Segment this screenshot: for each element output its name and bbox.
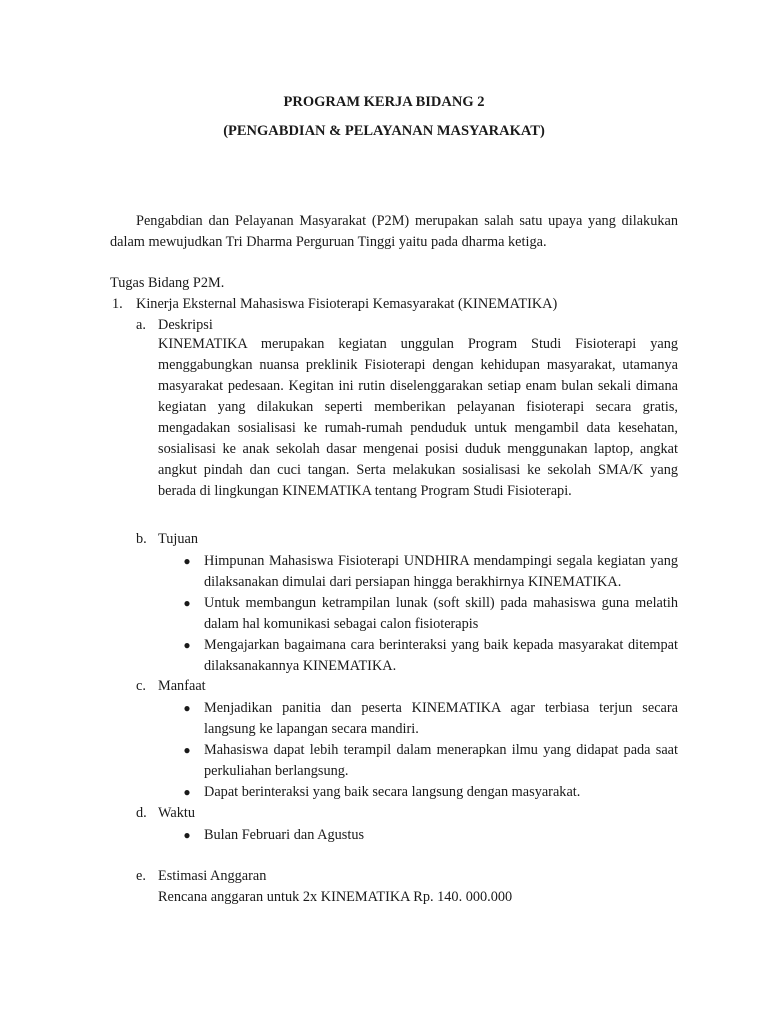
bullet-icon: ● [183,554,191,568]
bullet-icon: ● [183,638,191,652]
section-c-letter: c. [136,678,146,694]
page-subtitle: (PENGABDIAN & PELAYANAN MASYARAKAT) [223,123,545,139]
list-item: Mengajarkan bagaimana cara berinteraksi yang baik kepada masyarakat ditempat dilaksanakannya KINEMATIKA. [204,637,678,674]
bullet-icon: ● [183,785,191,799]
intro-text: Pengabdian dan Pelayanan Masyarakat (P2M) merupakan salah satu upaya yang dilakukan dalam mewujudkan Tri Dharma Perguruan Tinggi yaitu pada dharma ketiga. [110,213,678,250]
section-a-paragraph: KINEMATIKA merupakan kegiatan unggulan Program Studi Fisioterapi yang menggabungkan nuansa preklinik Fisioterapi dengan kehidupan masyarakat, utamanya masyarakat pedesaan. Kegitan ini rutin diselenggarakan setiap enam bulan sekali dimana kegiatan yang dilakukan seperti memberikan pelayanan fisioterapi secara gratis, mengadakan sosialisasi ke rumah-rumah penduduk untuk mengambil data kesehatan, sosialisasi ke anak sekolah dasar mengenai posisi duduk menggunakan laptop, angkat angkut pindah dan cuci tangan. Serta melakukan sosialisasi ke sekolah SMA/K yang berada di lingkungan KINEMATIKA tentang Program Studi Fisioterapi. [158,336,678,499]
section-d-label: Waktu [158,805,195,821]
item-1-number: 1. [112,296,123,312]
tugas-heading: Tugas Bidang P2M. [110,275,225,291]
section-e-text: Rencana anggaran untuk 2x KINEMATIKA Rp. 140. 000.000 [158,889,513,905]
section-b-letter: b. [136,531,147,547]
list-item: Dapat berinteraksi yang baik secara langsung dengan masyarakat. [204,784,581,800]
section-a-letter: a. [136,317,146,333]
intro-paragraph [110,211,678,253]
list-item: Bulan Februari dan Agustus [204,827,365,843]
section-b-label: Tujuan [158,531,198,547]
bullet-icon: ● [183,828,191,842]
section-a-label: Deskripsi [158,317,213,333]
bullet-icon: ● [183,701,191,715]
bullet-icon: ● [183,596,191,610]
item-1-title: Kinerja Eksternal Mahasiswa Fisioterapi Kemasyarakat (KINEMATIKA) [136,296,558,312]
list-item: Untuk membangun ketrampilan lunak (soft skill) pada mahasiswa guna melatih dalam hal komunikasi sebagai calon fisioterapis [204,595,678,632]
list-item: Mahasiswa dapat lebih terampil dalam menerapkan ilmu yang didapat pada saat perkuliahan berlangsung. [204,742,678,779]
section-d-letter: d. [136,805,147,821]
section-e-label: Estimasi Anggaran [158,868,267,884]
bullet-icon: ● [183,743,191,757]
list-item: Himpunan Mahasiswa Fisioterapi UNDHIRA mendampingi segala kegiatan yang dilaksanakan dimulai dari persiapan hingga berakhirnya KINEMATIKA. [204,553,678,590]
section-e-letter: e. [136,868,146,884]
page-title: PROGRAM KERJA BIDANG 2 [283,94,485,110]
section-c-label: Manfaat [158,678,206,694]
list-item: Menjadikan panitia dan peserta KINEMATIKA agar terbiasa terjun secara langsung ke lapangan secara mandiri. [204,700,678,737]
